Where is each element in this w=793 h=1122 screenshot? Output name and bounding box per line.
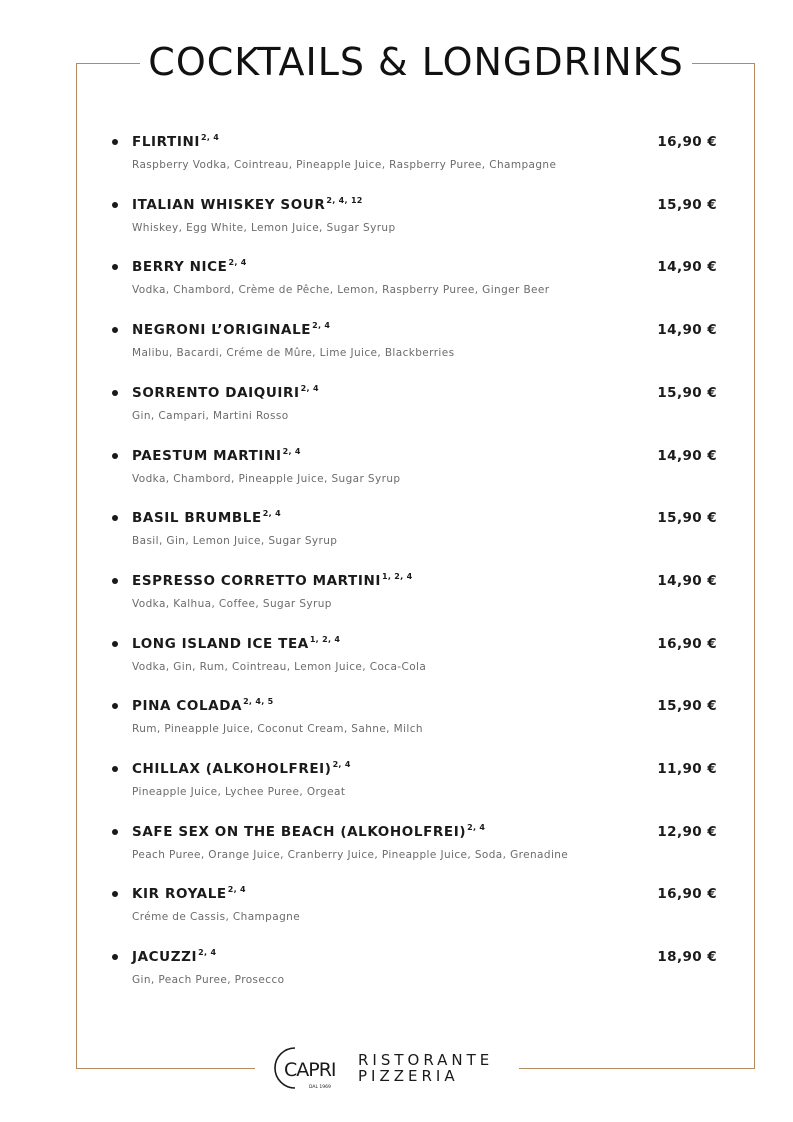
item-allergens: 2, 4 (300, 383, 319, 393)
menu-item (112, 948, 720, 1000)
item-allergens: 2, 4 (228, 258, 247, 268)
menu-item (112, 572, 720, 624)
bullet-icon (112, 954, 118, 960)
menu-item (112, 196, 720, 248)
item-name (132, 572, 412, 592)
item-name (132, 384, 319, 404)
bullet-icon (112, 327, 118, 333)
item-name-text: PAESTUM MARTINI (132, 447, 282, 464)
item-allergens: 2, 4 (227, 885, 246, 895)
item-description: Vodka, Kalhua, Coffee, Sugar Syrup (132, 597, 332, 610)
item-name (132, 447, 301, 467)
item-allergens: 1, 2, 4 (382, 571, 413, 581)
page-title: COCKTAILS & LONGDRINKS (140, 38, 692, 86)
item-description: Vodka, Chambord, Crème de Pêche, Lemon, Raspberry Puree, Ginger Beer (132, 284, 550, 297)
item-name (132, 635, 340, 655)
item-name-text: ITALIAN WHISKEY SOUR (132, 196, 326, 213)
bullet-icon (112, 578, 118, 584)
bullet-icon (112, 766, 118, 772)
item-name-text: FLIRTINI (132, 134, 200, 150)
item-description: Malibu, Bacardi, Créme de Mûre, Lime Juice, Blackberries (132, 347, 455, 360)
item-name (132, 133, 219, 153)
item-name-text: ESPRESSO CORRETTO MARTINI (132, 572, 381, 589)
item-price: 15,90 € (657, 698, 717, 715)
menu-item (112, 133, 720, 185)
menu-item (112, 760, 720, 812)
bullet-icon (112, 202, 118, 208)
menu-item (112, 823, 720, 875)
item-allergens: 2, 4, 5 (243, 697, 274, 707)
menu-item (112, 258, 720, 310)
menu-item (112, 384, 720, 436)
item-allergens: 2, 4 (262, 509, 281, 519)
bullet-icon (112, 829, 118, 835)
item-price: 16,90 € (657, 886, 717, 903)
item-name-text: LONG ISLAND ICE TEA (132, 635, 309, 652)
item-description: Peach Puree, Orange Juice, Cranberry Juice, Pineapple Juice, Soda, Grenadine (132, 848, 569, 861)
item-price: 16,90 € (657, 134, 717, 150)
item-price: 16,90 € (657, 635, 717, 652)
item-price: 15,90 € (657, 384, 717, 401)
item-name (132, 196, 363, 216)
logo-subtext: DAL 1969 (309, 1085, 331, 1090)
menu-item (112, 697, 720, 749)
item-name (132, 697, 274, 717)
menu-item (112, 635, 720, 687)
bullet-icon (112, 703, 118, 709)
item-allergens: 2, 4, 12 (326, 195, 363, 205)
bullet-icon (112, 891, 118, 897)
bullet-icon (112, 139, 118, 145)
item-description: Whiskey, Egg White, Lemon Juice, Sugar Syrup (132, 221, 396, 234)
item-description: Vodka, Gin, Rum, Cointreau, Lemon Juice, Coca-Cola (132, 660, 427, 673)
item-name-text: PINA COLADA (132, 698, 243, 715)
item-allergens: 2, 4 (201, 133, 220, 142)
item-allergens: 2, 4 (467, 822, 486, 832)
bullet-icon (112, 453, 118, 459)
menu-item (112, 885, 720, 937)
item-allergens: 2, 4 (332, 760, 351, 769)
item-allergens: 2, 4 (282, 446, 301, 456)
item-price: 14,90 € (657, 259, 717, 276)
bullet-icon (112, 264, 118, 270)
item-name-text: JACUZZI (132, 949, 198, 966)
brand-name (358, 1052, 508, 1084)
item-price: 14,90 € (657, 447, 717, 464)
item-allergens: 2, 4 (198, 948, 217, 958)
item-name-text: SORRENTO DAIQUIRI (132, 384, 300, 401)
item-price: 15,90 € (657, 196, 717, 213)
item-description: Créme de Cassis, Champagne (132, 911, 301, 924)
item-description: Gin, Campari, Martini Rosso (132, 409, 289, 422)
item-description: Raspberry Vodka, Cointreau, Pineapple Juice, Raspberry Puree, Champagne (132, 159, 557, 171)
item-description: Basil, Gin, Lemon Juice, Sugar Syrup (132, 535, 338, 548)
menu-item (112, 509, 720, 561)
item-name (132, 258, 247, 278)
item-name-text: BASIL BRUMBLE (132, 510, 262, 527)
bullet-icon (112, 641, 118, 647)
item-name (132, 509, 281, 529)
item-allergens: 1, 2, 4 (309, 634, 341, 644)
bullet-icon (112, 390, 118, 396)
brand-line-2: PIZZERIA (358, 1067, 459, 1085)
item-description: Rum, Pineapple Juice, Coconut Cream, Sahne, Milch (132, 723, 423, 736)
bullet-icon (112, 515, 118, 521)
item-name (132, 948, 216, 968)
menu-item (112, 447, 720, 499)
capri-logo (271, 1044, 343, 1092)
footer (255, 1042, 519, 1094)
logo-text: CAPRI (284, 1059, 336, 1081)
item-name (132, 823, 485, 843)
item-name-text: SAFE SEX ON THE BEACH (ALKOHOLFREI) (132, 823, 467, 840)
item-description: Pineapple Juice, Lychee Puree, Orgeat (132, 786, 346, 798)
item-price: 18,90 € (657, 949, 717, 966)
item-price: 12,90 € (657, 823, 717, 840)
item-price: 14,90 € (657, 322, 717, 339)
item-description: Vodka, Chambord, Pineapple Juice, Sugar Syrup (132, 472, 401, 485)
item-name-text: BERRY NICE (132, 259, 228, 276)
item-name-text: CHILLAX (ALKOHOLFREI) (132, 761, 332, 777)
brand-line-1: RISTORANTE (358, 1051, 494, 1069)
item-name-text: NEGRONI L’ORIGINALE (132, 322, 312, 339)
item-name (132, 321, 330, 341)
item-price: 11,90 € (657, 761, 717, 777)
item-price: 14,90 € (657, 572, 717, 589)
item-name (132, 885, 246, 905)
item-name (132, 760, 351, 780)
item-description: Gin, Peach Puree, Prosecco (132, 974, 285, 987)
menu-item (112, 321, 720, 373)
item-price: 15,90 € (657, 510, 717, 527)
item-name-text: KIR ROYALE (132, 886, 227, 903)
item-allergens: 2, 4 (312, 321, 331, 331)
